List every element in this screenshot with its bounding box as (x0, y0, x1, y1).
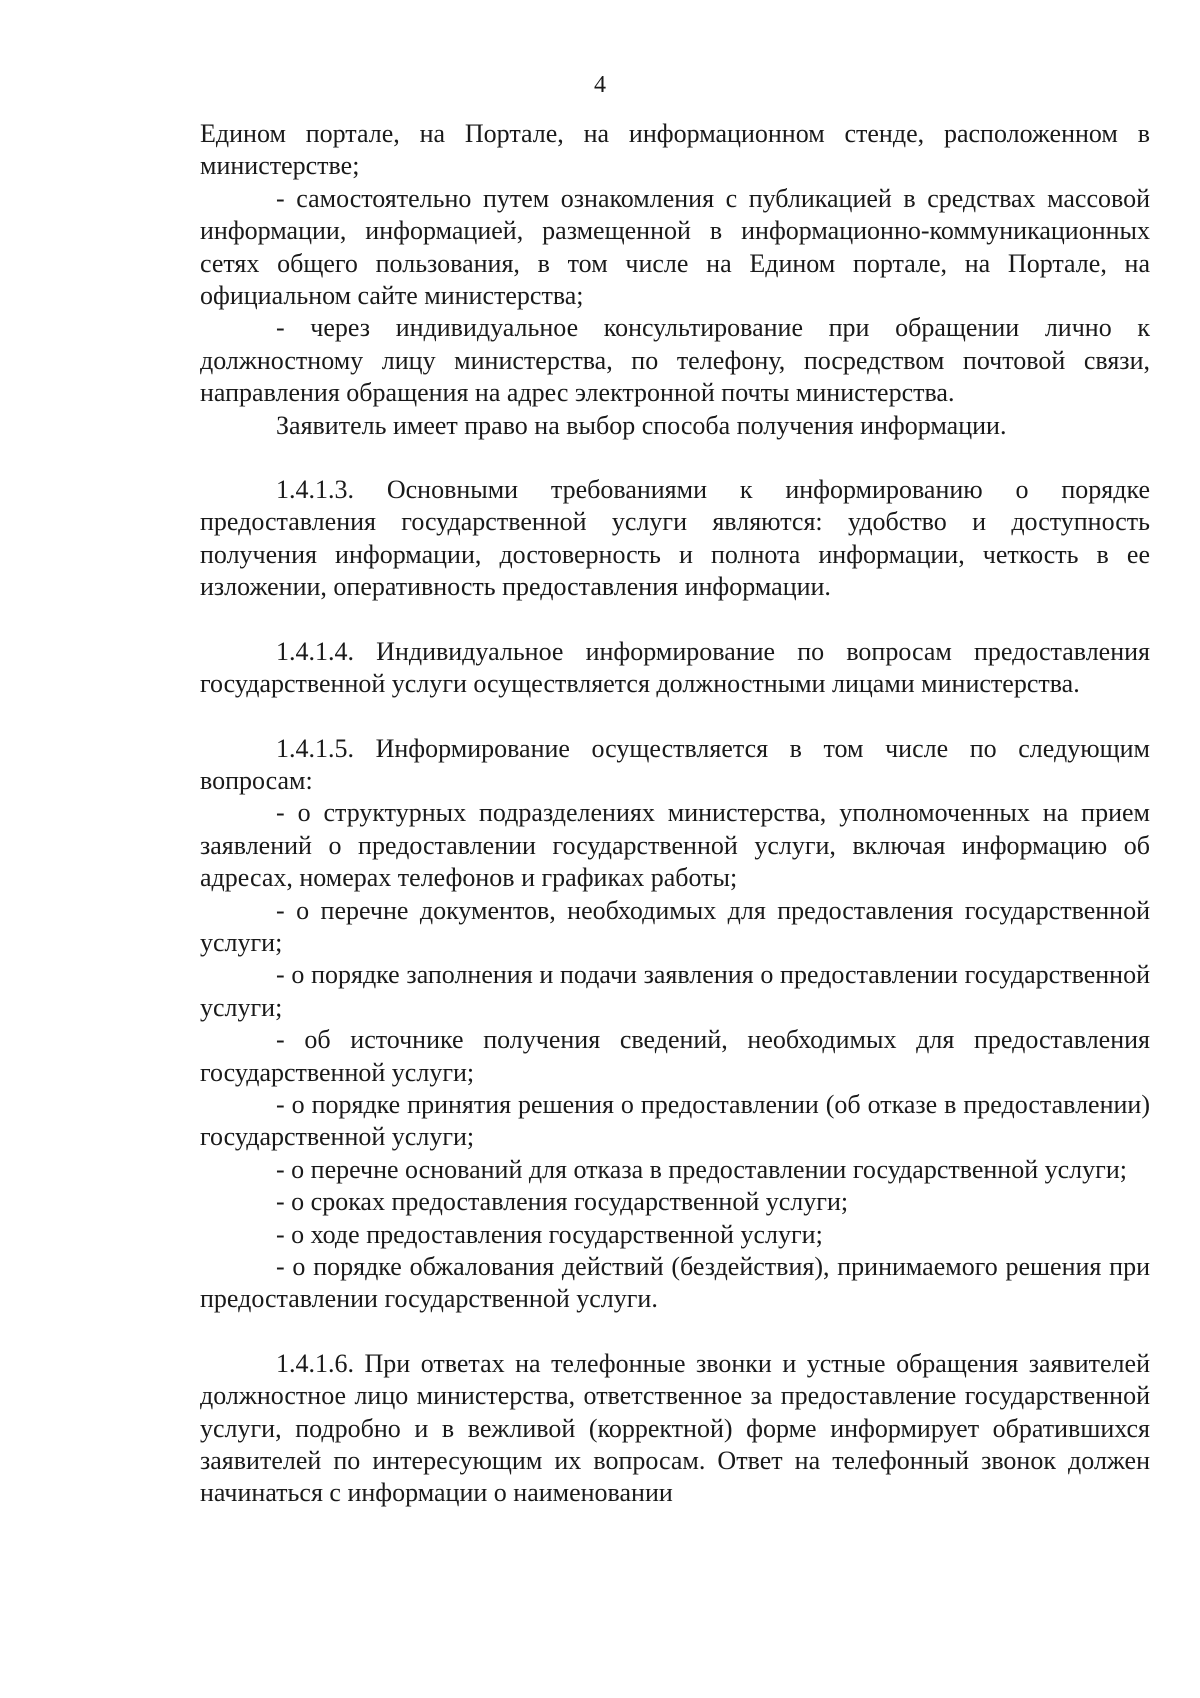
paragraph-spacer (200, 701, 1150, 733)
page-number: 4 (594, 72, 606, 98)
section-1-4-1-4: 1.4.1.4. Индивидуальное информирование по вопросам предоставления государственной услуги осуществляется должностными лицами министерства. (200, 636, 1150, 699)
document-body (200, 118, 1150, 1510)
section-1-4-1-3: 1.4.1.3. Основными требованиями к информированию о порядке предоставления государственной услуги являются: удобство и доступность получения информации, достоверность и полнота информации, четкость в ее изложении, оперативность предоставления информации. (200, 475, 1150, 602)
section-1-4-1-6: 1.4.1.6. При ответах на телефонные звонки и устные обращения заявителей должностное лицо министерства, ответственное за предоставление государственной услуги, подробно и в вежливой (корректной) форме информирует обратившихся заявителей по интересующим их вопросам. Ответ на телефонный звонок должен начинаться с информации о наименовании (200, 1348, 1150, 1508)
section-1-4-1-5: 1.4.1.5. Информирование осуществляется в том числе по следующим вопросам: (200, 733, 1150, 795)
paragraph-continuation: Едином портале, на Портале, на информационном стенде, расположенном в министерстве; (200, 119, 1150, 181)
paragraph-spacer (200, 1316, 1150, 1348)
list-item: - о порядке обжалования действий (бездействия), принимаемого решения при предоставлении государственной услуги. (200, 1252, 1150, 1314)
paragraph-applicant-right: Заявитель имеет право на выбор способа получения информации. (276, 410, 1007, 440)
paragraph-spacer (200, 604, 1150, 636)
list-item-individual-consulting: - через индивидуальное консультирование при обращении лично к должностному лицу министерства, по телефону, посредством почтовой связи, направления обращения на адрес электронной почты министерства. (200, 313, 1150, 408)
paragraph-spacer (200, 442, 1150, 474)
list-item: - о сроках предоставления государственной услуги; (276, 1187, 849, 1217)
list-item: - о перечне документов, необходимых для предоставления государственной услуги; (200, 895, 1150, 957)
list-item: - о порядке принятия решения о предоставлении (об отказе в предоставлении) государственной услуги; (200, 1089, 1150, 1152)
list-item: - об источнике получения сведений, необходимых для предоставления государственной услуги; (200, 1025, 1150, 1087)
list-item: - о перечне оснований для отказа в предоставлении государственной услуги; (276, 1154, 1127, 1184)
list-item: - о ходе предоставления государственной услуги; (276, 1219, 823, 1249)
list-item-self-study: - самостоятельно путем ознакомления с публикацией в средствах массовой информации, информацией, размещенной в информационно-коммуникационных сетях общего пользования, в том числе на Едином портале, на Портале, на официальном сайте министерства; (200, 183, 1150, 311)
list-item: - о порядке заполнения и подачи заявления о предоставлении государственной услуги; (200, 960, 1150, 1022)
list-item: - о структурных подразделениях министерства, уполномоченных на прием заявлений о предоставлении государственной услуги, включая информацию об адресах, номерах телефонов и графиках работы; (200, 798, 1150, 893)
